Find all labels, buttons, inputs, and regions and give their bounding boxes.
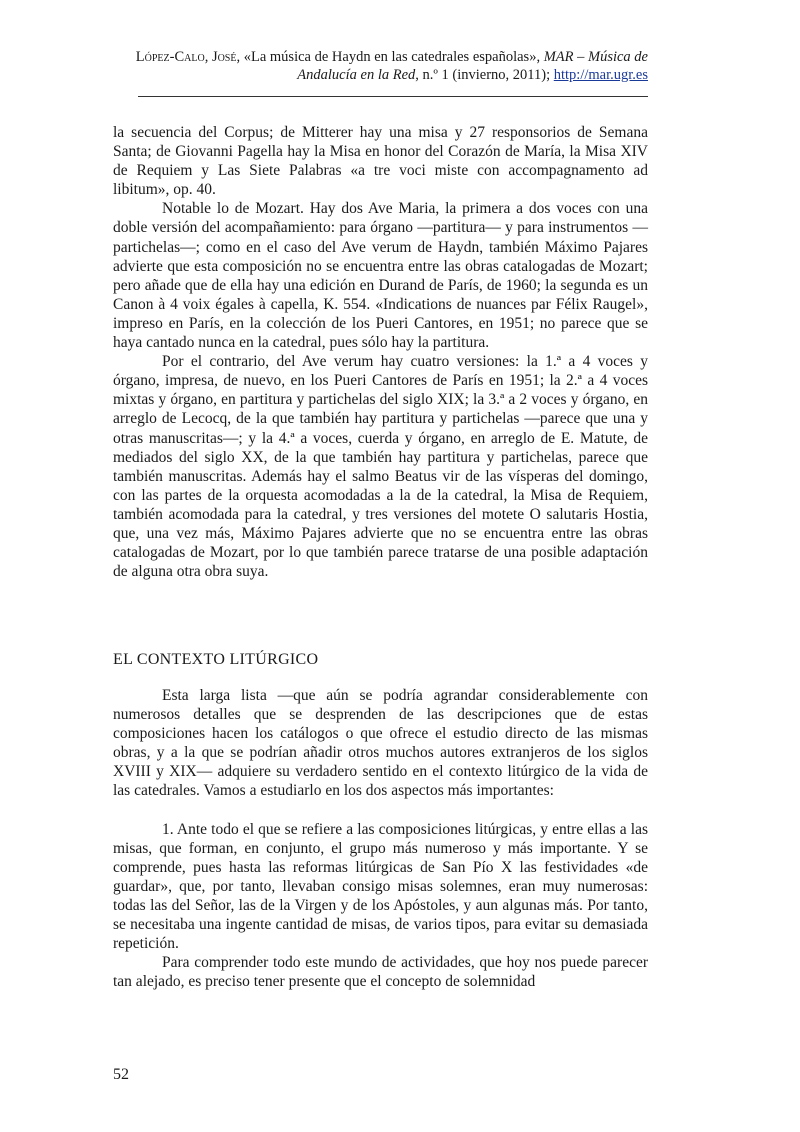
- header-article-title: «La música de Haydn en las catedrales españolas»,: [243, 49, 541, 65]
- paragraph: Para comprender todo este mundo de actividades, que hoy nos puede parecer tan alejado, es preciso tener presente que el concepto de solemnidad: [113, 954, 648, 991]
- header-rule: [138, 96, 648, 97]
- paragraph: la secuencia del Corpus; de Mitterer hay una misa y 27 responsorios de Semana Santa; de Giovanni Pagella hay la Misa en honor del Corazón de María, la Misa XIV de Requiem y Las Siete Palabras «a tre voci miste con accompagnamento ad libitum», op. 40.: [113, 124, 648, 199]
- paragraph: 1. Ante todo el que se refiere a las composiciones litúrgicas, y entre ellas a las misas, que forman, en conjunto, el grupo más numeroso y más importante. Y se comprende, pues hasta las reformas litúrgicas de San Pío X las festividades «de guardar», que, por tanto, llevaban consigo misas solemnes, eran muy numerosas: todas las del Señor, las de la Virgen y de los Apóstoles, y aun algunas más. Por tanto, se necesitaba una ingente cantidad de misas, de varios tipos, para evitar su demasiada repetición.: [113, 820, 648, 953]
- paragraph: Por el contrario, del Ave verum hay cuatro versiones: la 1.ª a 4 voces y órgano, impresa, de nuevo, en los Pueri Cantores de París en 1951; la 2.ª a 4 voces mixtas y órgano, en partitura y partichelas del siglo XIX; la 3.ª a 2 voces y órgano, en arreglo de Lecocq, de la que también hay partitura y partichelas —parece que una y otras manuscritas—; y la 4.ª a voces, cuerda y órgano, en arreglo de E. Matute, de mediados del siglo XX, de la que también hay partitura y partichelas, parece que también manuscritas. Además hay el salmo Beatus vir de las vísperas del domingo, con las partes de la orquesta acomodadas a la de la catedral, la Misa de Requiem, también acomodada para la catedral, y tres versiones del motete O salutaris Hostia, que, una vez más, Máximo Pajares advierte que no se encuentra entre las obras catalogadas de Mozart, por lo que también parece tratarse de una posible adaptación de alguna otra obra suya.: [113, 353, 648, 581]
- header-url-link[interactable]: http://mar.ugr.es: [553, 67, 648, 83]
- main-text: [113, 123, 648, 581]
- running-header: [88, 48, 648, 84]
- page-number: 52: [113, 1066, 129, 1083]
- header-issue: , n.º 1 (invierno, 2011);: [415, 67, 551, 83]
- section-heading: EL CONTEXTO LITÚRGICO: [113, 651, 319, 668]
- paragraph: Esta larga lista —que aún se podría agrandar considerablemente con numerosos detalles que se desprenden de las descripciones que de estas composiciones hacen los catálogos o que ofrece el estudio directo de las mismas obras, y a la que se podrían añadir otros muchos autores extranjeros de los siglos XVIII y XIX— adquiere su verdadero sentido en el contexto litúrgico de la vida de las catedrales. Vamos a estudiarlo en los dos aspectos más importantes:: [113, 687, 648, 800]
- section-text: [113, 686, 648, 991]
- paragraph: Notable lo de Mozart. Hay dos Ave Maria, la primera a dos voces con una doble versión del acompañamiento: para órgano —partitura— y para instrumentos —partichelas—; como en el caso del Ave verum de Haydn, también Máximo Pajares advierte que esta composición no se encuentra entre las obras catalogadas de Mozart; pero añade que de ella hay una edición en Durand de París, de 1960; la segunda es un Canon à 4 voix égales à capella, K. 554. «Indications de nuances par Félix Raugel», impreso en París, en la colección de los Pueri Cantores, en 1951; no parece que se haya cantado nunca en la catedral, pues sólo hay la partitura.: [113, 200, 648, 352]
- header-author: López-Calo, José,: [135, 49, 241, 65]
- header-journal: MAR – Música de Andalucía en la Red: [297, 49, 648, 83]
